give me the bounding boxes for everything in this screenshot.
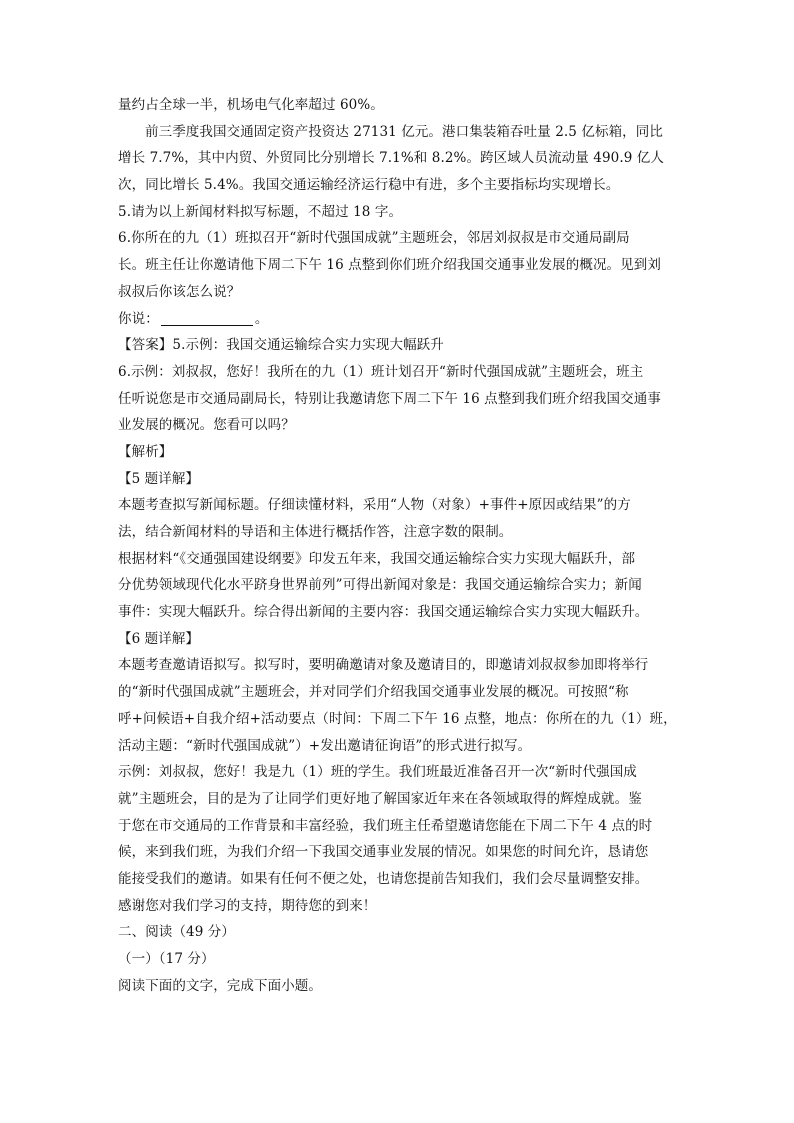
text-line-content: 分优势领域现代化水平跻身世界前列”可得出新闻对象是：我国交通运输综合实力；新闻	[118, 577, 642, 594]
text-line	[118, 145, 678, 172]
text-line-content: 增长 7.7%，其中内贸、外贸同比分别增长 7.1%和 8.2%。跨区域人员流动量 490.9 亿人	[118, 150, 664, 167]
text-line-content: （一）（17 分）	[118, 951, 215, 967]
text-line-content: 呼+问候语+自我介绍+活动要点（时间：下周二下午 16 点整，地点：你所在的九（1）班，	[118, 710, 677, 727]
text-line-content: 根据材料“《交通强国建设纲要》印发五年来，我国交通运输综合实力实现大幅跃升，部	[118, 550, 636, 567]
text-line-content: 示例：刘叔叔，您好！我是九（1）班的学生。我们班最近准备召开一次“新时代强国成	[118, 764, 637, 781]
text-line-content: 的“新时代强国成就”主题班会，并对同学们介绍我国交通事业发展的概况。可按照“称	[118, 684, 629, 701]
text-line-content: 6.示例：刘叔叔，您好！我所在的九（1）班计划召开“新时代强国成就”主题班会，班主	[118, 363, 644, 380]
text-line-content: 次，同比增长 5.4%。我国交通运输经济运行稳中有进，多个主要指标均实现增长。	[118, 177, 620, 194]
text-line	[118, 359, 678, 386]
text-line-content: 【解析】	[118, 443, 173, 460]
text-line-content: 感谢您对我们学习的支持，期待您的到来！	[118, 897, 377, 914]
text-line-content: 能接受我们的邀请。如果有任何不便之处，也请您提前告知我们，我们会尽量调整安排。	[118, 870, 649, 887]
text-line-content: 6.你所在的九（1）班拟召开“新时代强国成就”主题班会，邻居刘叔叔是市交通局副局	[118, 230, 630, 247]
text-line	[118, 279, 678, 306]
text-line-content: 事件：实现大幅跃升。综合得出新闻的主要内容：我国交通运输综合实力实现大幅跃升。	[118, 604, 649, 621]
text-line	[118, 652, 678, 679]
text-line	[118, 306, 678, 333]
text-line	[118, 706, 678, 733]
text-line	[118, 412, 678, 439]
text-line-content: 【答案】5.示例：我国交通运输综合实力实现大幅跃升	[118, 337, 444, 354]
text-line	[118, 492, 678, 519]
text-line-content: 候，来到我们班，为我们介绍一下我国交通事业发展的情况。如果您的时间允许，恳请您	[118, 844, 649, 861]
text-line-content: 5.请为以上新闻材料拟写标题，不超过 18 字。	[118, 203, 403, 220]
text-line-content: 量约占全球一半，机场电气化率超过 60%。	[118, 97, 384, 113]
text-line	[118, 893, 678, 920]
text-line	[118, 759, 678, 786]
text-line-content: 你说：	[118, 310, 159, 327]
text-line	[118, 519, 678, 546]
text-line-content: 于您在市交通局的工作背景和丰富经验，我们班主任希望邀请您能在下周二下午 4 点的时	[118, 817, 653, 834]
text-line	[118, 466, 678, 493]
text-line-content: 叔叔后你该怎么说？	[118, 283, 241, 300]
answer-blank	[161, 310, 253, 326]
text-line	[118, 946, 678, 973]
text-line-content: 本题考查拟写新闻标题。仔细读懂材料，采用“人物（对象）+事件+原因或结果”的方	[118, 497, 631, 514]
text-line	[118, 813, 678, 840]
text-line	[118, 626, 678, 653]
text-line	[118, 386, 678, 413]
text-line-tail: 。	[254, 310, 269, 327]
text-line	[118, 572, 678, 599]
text-line-content: 活动主题：“新时代强国成就”）+发出邀请征询语”的形式进行拟写。	[118, 737, 532, 754]
text-line	[118, 786, 678, 813]
text-line	[118, 679, 678, 706]
text-line-content: 长。班主任让你邀请他下周二下午 16 点整到你们班介绍我国交通事业发展的概况。见到刘	[118, 257, 661, 274]
text-line-content: 就”主题班会，目的是为了让同学们更好地了解国家近年来在各领域取得的辉煌成就。鉴	[118, 790, 642, 807]
text-line	[118, 225, 678, 252]
text-line-content: 法，结合新闻材料的导语和主体进行概括作答，注意字数的限制。	[118, 524, 513, 540]
text-line	[118, 973, 678, 1000]
text-line	[118, 919, 678, 946]
text-line-content: 二、阅读（49 分）	[118, 924, 235, 941]
text-line	[118, 546, 678, 573]
text-line	[118, 332, 678, 359]
text-line-content: 【6 题详解】	[118, 630, 200, 647]
text-line-content: 本题考查邀请语拟写。拟写时，要明确邀请对象及邀请目的，即邀请刘叔叔参加即将举行	[118, 657, 649, 674]
text-line	[118, 172, 678, 199]
text-line	[118, 92, 678, 119]
text-line-content: 【5 题详解】	[118, 470, 200, 487]
text-line	[118, 199, 678, 226]
text-line-content: 任听说您是市交通局副局长，特别让我邀请您下周二下午 16 点整到我们班介绍我国交通事	[118, 390, 661, 407]
text-line	[118, 119, 678, 146]
text-line	[118, 599, 678, 626]
text-line	[118, 733, 678, 760]
text-line	[118, 866, 678, 893]
text-line-content: 前三季度我国交通固定资产投资达 27131 亿元。港口集装箱吞吐量 2.5 亿标箱，同比	[145, 123, 663, 140]
text-line-content: 阅读下面的文字，完成下面小题。	[118, 977, 322, 994]
text-line	[118, 839, 678, 866]
text-line	[118, 439, 678, 466]
text-line	[118, 252, 678, 279]
document-page	[118, 92, 678, 999]
text-line-content: 业发展的概况。您看可以吗？	[118, 417, 295, 434]
